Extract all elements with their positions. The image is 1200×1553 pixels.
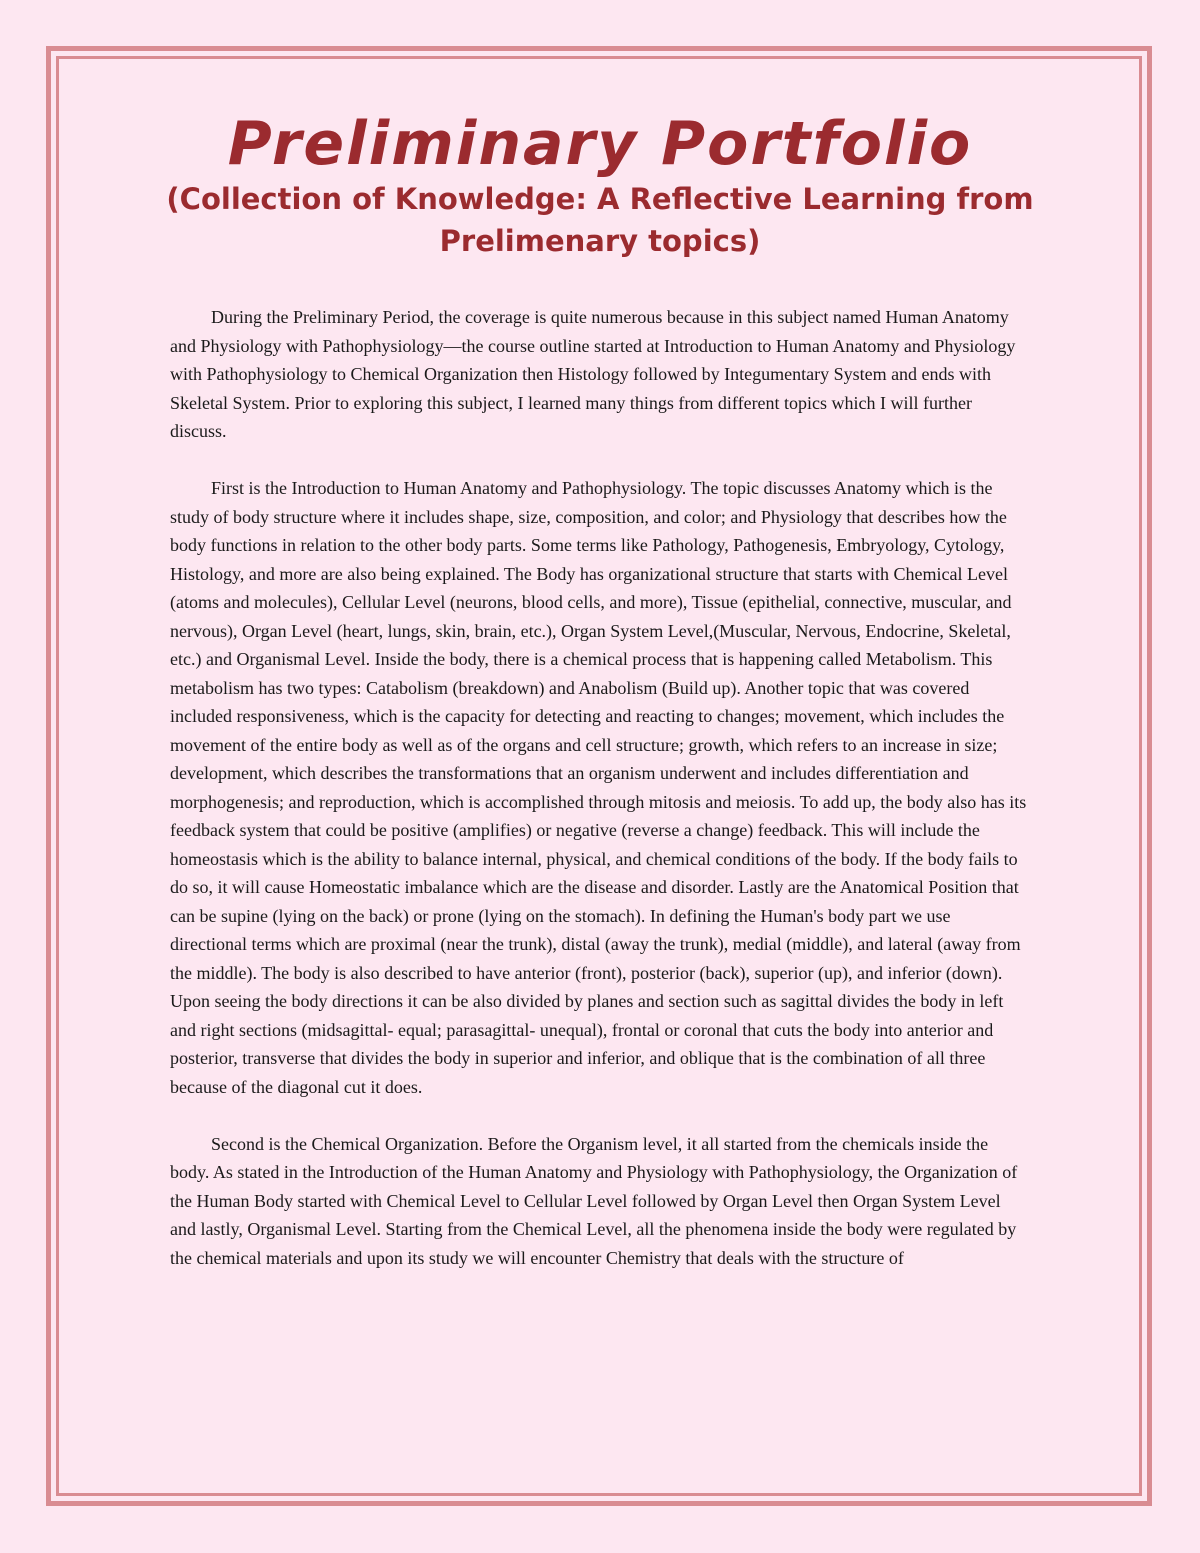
document-title: Preliminary Portfolio (227, 109, 973, 179)
paragraph-intro: During the Preliminary Period, the coverage is quite numerous because in this subject named Human Anatomy and Physiology with Pathophysiology—the course outline started at Introduction to Human Anatomy and Physiology with Pathophysiology to Chemical Organization then Histology followed by Integumentary System and ends with Skeletal System. Prior to exploring this subject, I learned many things from different topics which I will further discuss. (170, 307, 1016, 441)
paragraph-first-topic: First is the Introduction to Human Anatomy and Pathophysiology. The topic discusses Anatomy which is the study of body structure where it includes shape, size, composition, and color; and Physiology that describes how the body functions in relation to the other body parts. Some terms like Pathology, Pathogenesis, Embryology, Cytology, Histology, and more are also being explained. The Body has organizational structure that starts with Chemical Level (atoms and molecules), Cellular Level (neurons, blood cells, and more), Tissue (epithelial, connective, muscular, and nervous), Organ Level (heart, lungs, skin, brain, etc.), Organ System Level,(Muscular, Nervous, Endocrine, Skeletal, etc.) and Organismal Level. Inside the body, there is a chemical process that is happening called Metabolism. This metabolism has two types: Catabolism (breakdown) and Anabolism (Build up). Another topic that was covered included responsiveness, which is the capacity for detecting and reacting to changes; movement, which includes the movement of the entire body as well as of the organs and cell structure; growth, which refers to an increase in size; development, which describes the transformations that an organism underwent and includes differentiation and morphogenesis; and reproduction, which is accomplished through mitosis and meiosis. To add up, the body also has its feedback system that could be positive (amplifies) or negative (reverse a change) feedback. This will include the homeostasis which is the ability to balance internal, physical, and chemical conditions of the body. If the body fails to do so, it will cause Homeostatic imbalance which are the disease and disorder. Lastly are the Anatomical Position that can be supine (lying on the back) or prone (lying on the stomach). In defining the Human's body part we use directional terms which are proximal (near the trunk), distal (away the trunk), medial (middle), and lateral (away from the middle). The body is also described to have anterior (front), posterior (back), superior (up), and inferior (down). Upon seeing the body directions it can be also divided by planes and section such as sagittal divides the body in left and right sections (midsagittal- equal; parasagittal- unequal), frontal or coronal that cuts the body into anterior and posterior, transverse that divides the body in superior and inferior, and oblique that is the combination of all three because of the diagonal cut it does. (170, 478, 1027, 1097)
document-subtitle: (Collection of Knowledge: A Reflective Learning from Prelimenary topics) (166, 182, 1034, 258)
paragraph-second-topic: Second is the Chemical Organization. Before the Organism level, it all started from the chemicals inside the body. As stated in the Introduction of the Human Anatomy and Physiology with Pathophysiology, the Organization of the Human Body started with Chemical Level to Cellular Level followed by Organ Level then Organ System Level and lastly, Organismal Level. Starting from the Chemical Level, all the phenomena inside the body were regulated by the chemical materials and upon its study we will encounter Chemistry that deals with the structure of (170, 1133, 1018, 1268)
document-body (170, 303, 1028, 1301)
